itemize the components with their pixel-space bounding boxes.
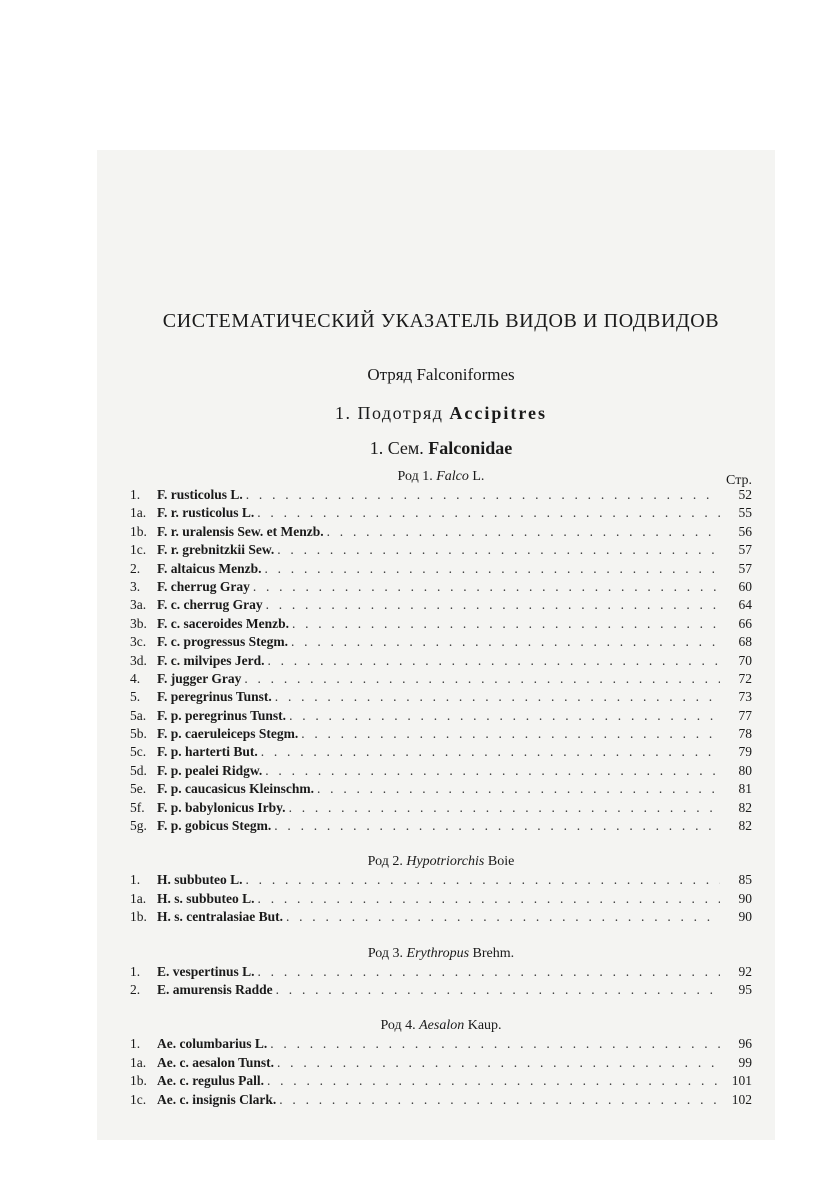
entry-page: 99 [738, 1054, 752, 1070]
entry-name: F. p. harterti But. [157, 744, 258, 760]
entry-number: 3b. [130, 615, 147, 631]
genus-prefix: Род 4. [380, 1018, 416, 1034]
entry-name: F. c. progressus Stegm. [157, 634, 289, 650]
entry-name: F. c. saceroides Menzb. [157, 615, 289, 631]
entry-name: F. rusticolus L. [157, 487, 243, 502]
dot-leader [314, 781, 720, 797]
entry-number: 3d. [130, 652, 147, 668]
dot-leader [274, 1055, 720, 1071]
genus-prefix: Род 1. [397, 469, 433, 484]
entry-number: 4. [130, 670, 141, 686]
entry-name: F. p. caucasicus Kleinschm. [157, 781, 315, 797]
family-name: Falconidae [428, 438, 513, 458]
index-entry [130, 505, 752, 523]
dot-leader [271, 818, 720, 834]
dot-leader [258, 744, 720, 760]
entry-number: 1b. [130, 523, 147, 539]
dot-leader [298, 726, 720, 742]
entry-page: 72 [738, 670, 752, 686]
entry-name: F. jugger Gray [157, 670, 242, 686]
entry-number: 3. [130, 578, 141, 594]
entry-name: H. s. centralasiae But. [157, 909, 283, 925]
dot-leader [276, 1092, 720, 1108]
entry-page: 70 [738, 652, 752, 668]
entry-page: 85 [738, 872, 752, 888]
genus-heading [130, 944, 752, 964]
entry-number: 2. [130, 981, 141, 997]
order-heading: Отряд Falconiformes [367, 365, 515, 384]
entry-page: 90 [738, 890, 752, 906]
entry-number: 1. [130, 872, 141, 888]
entry-name: Ae. c. aesalon Tunst. [157, 1054, 275, 1070]
entry-name: F. r. grebnitzkii Sew. [157, 542, 275, 558]
entry-name: H. s. subbuteo L. [157, 890, 255, 906]
index-entry [130, 634, 752, 652]
genus-prefix: Род 2. [367, 854, 403, 870]
genus-name: Aesalon [419, 1018, 465, 1034]
entry-page: 82 [738, 799, 752, 815]
entry-page: 68 [738, 634, 752, 650]
index-entry [130, 1055, 752, 1073]
entry-page: 80 [738, 762, 752, 778]
index-entry [130, 872, 752, 890]
index-entry [130, 726, 752, 744]
entry-name: F. c. milvipes Jerd. [157, 652, 265, 668]
family-heading [130, 438, 752, 459]
entry-name: F. r. rusticolus L. [157, 505, 255, 521]
index-entry [130, 744, 752, 762]
entry-number: 1. [130, 487, 141, 502]
genus-heading [130, 467, 752, 487]
genus-name: Erythropus [406, 945, 470, 961]
entry-number: 1c. [130, 542, 147, 558]
dot-leader [272, 689, 720, 705]
entry-page: 77 [738, 707, 752, 723]
index-entry [130, 689, 752, 707]
dot-leader [243, 872, 720, 888]
dot-leader [274, 542, 720, 558]
genus-author: Kaup. [467, 1018, 502, 1034]
entry-number: 1a. [130, 1054, 147, 1070]
entry-name: F. p. peregrinus Tunst. [157, 707, 287, 723]
index-content [130, 310, 752, 1110]
entry-name: Ae. c. insignis Clark. [157, 1091, 277, 1107]
genus-author: Boie [487, 854, 515, 870]
genus-heading [130, 852, 752, 872]
entry-page: 55 [738, 505, 752, 521]
entry-page: 66 [738, 615, 752, 631]
entry-number: 1a. [130, 890, 147, 906]
page-title: СИСТЕМАТИЧЕСКИЙ УКАЗАТЕЛЬ ВИДОВ И ПОДВИДОВ [162, 310, 720, 332]
entry-number: 1. [130, 1036, 141, 1052]
genus-name: Falco [436, 469, 469, 484]
entry-page: 92 [738, 963, 752, 979]
index-entry [130, 487, 752, 505]
suborder-heading [130, 403, 752, 424]
entry-name: E. amurensis Radde [157, 981, 273, 997]
index-entry [130, 671, 752, 689]
dot-leader [250, 579, 720, 595]
index-entry [130, 561, 752, 579]
entry-number: 5b. [130, 726, 147, 742]
index-entry [130, 597, 752, 615]
entry-page: 52 [738, 487, 752, 502]
index-entry [130, 818, 752, 836]
entry-page: 101 [731, 1073, 752, 1089]
entry-page: 64 [738, 597, 752, 613]
entry-page: 57 [738, 560, 752, 576]
dot-leader [289, 616, 720, 632]
entry-page: 82 [738, 818, 752, 834]
suborder-name: Accipitres [449, 403, 548, 423]
dot-leader [265, 653, 721, 669]
index-entry [130, 763, 752, 781]
dot-leader [243, 487, 720, 503]
dot-leader [288, 634, 720, 650]
dot-leader [255, 964, 720, 980]
index-entry [130, 891, 752, 909]
dot-leader [241, 671, 720, 687]
index-entry [130, 800, 752, 818]
index-entry [130, 909, 752, 927]
entry-name: F. p. caeruleiceps Stegm. [157, 726, 299, 742]
entry-name: F. peregrinus Tunst. [157, 689, 272, 705]
dot-leader [254, 505, 720, 521]
entry-page: 79 [738, 744, 752, 760]
dot-leader [255, 891, 720, 907]
entry-page: 57 [738, 542, 752, 558]
genus-name: Hypotriorchis [406, 854, 485, 870]
entry-number: 5c. [130, 744, 147, 760]
dot-leader [286, 800, 720, 816]
entry-name: F. p. pealei Ridgw. [157, 762, 263, 778]
index-entry [130, 616, 752, 634]
index-entry [130, 1092, 752, 1110]
entry-page: 81 [738, 781, 752, 797]
dot-leader [262, 561, 721, 577]
index-entry [130, 982, 752, 1000]
entry-page: 56 [738, 523, 752, 539]
entry-page: 96 [738, 1036, 752, 1052]
index-entry [130, 524, 752, 542]
entry-number: 5a. [130, 707, 147, 723]
suborder-prefix: 1. Подотряд [334, 403, 444, 423]
genera-list [130, 467, 752, 1110]
entry-name: F. cherrug Gray [157, 578, 250, 594]
entry-name: E. vespertinus L. [157, 963, 255, 979]
entry-name: F. r. uralensis Sew. et Menzb. [157, 523, 324, 539]
index-entry [130, 964, 752, 982]
entry-name: F. p. babylonicus Irby. [157, 799, 286, 815]
index-entry [130, 542, 752, 560]
index-entry [130, 1036, 752, 1054]
index-entry [130, 653, 752, 671]
entry-number: 1b. [130, 1073, 147, 1089]
dot-leader [324, 524, 720, 540]
entry-number: 3c. [130, 634, 147, 650]
entry-number: 5. [130, 689, 141, 705]
entry-page: 102 [731, 1091, 752, 1107]
genus-prefix: Род 3. [367, 945, 404, 961]
family-prefix: 1. Сем. [369, 438, 424, 458]
entry-page: 73 [738, 689, 752, 705]
dot-leader [286, 708, 720, 724]
entry-page: 78 [738, 726, 752, 742]
dot-leader [283, 909, 720, 925]
entry-number: 1c. [130, 1091, 147, 1107]
index-entry [130, 1073, 752, 1091]
dot-leader [264, 1073, 720, 1089]
index-entry [130, 708, 752, 726]
entry-number: 1a. [130, 505, 147, 521]
dot-leader [262, 763, 720, 779]
entry-number: 2. [130, 560, 141, 576]
entry-number: 5d. [130, 762, 147, 778]
entry-page: 60 [738, 578, 752, 594]
entry-number: 5g. [130, 818, 147, 834]
genus-author: L. [472, 469, 485, 484]
entry-name: F. c. cherrug Gray [157, 597, 263, 613]
genus-heading [130, 1016, 752, 1036]
entry-name: F. altaicus Menzb. [157, 560, 262, 576]
entry-number: 1b. [130, 909, 147, 925]
dot-leader [273, 982, 720, 998]
genus-author: Brehm. [472, 945, 515, 961]
entry-name: Ae. c. regulus Pall. [157, 1073, 264, 1089]
dot-leader [263, 597, 720, 613]
index-entry [130, 781, 752, 799]
entry-number: 3a. [130, 597, 147, 613]
entry-name: Ae. columbarius L. [157, 1036, 268, 1052]
page-column-header: Стр. [726, 473, 752, 488]
entry-page: 90 [738, 909, 752, 925]
index-entry [130, 579, 752, 597]
entry-number: 5f. [130, 799, 145, 815]
entry-name: F. p. gobicus Stegm. [157, 818, 272, 834]
entry-page: 95 [738, 981, 752, 997]
dot-leader [267, 1036, 720, 1052]
entry-name: H. subbuteo L. [157, 872, 243, 888]
entry-number: 5e. [130, 781, 147, 797]
entry-number: 1. [130, 963, 141, 979]
